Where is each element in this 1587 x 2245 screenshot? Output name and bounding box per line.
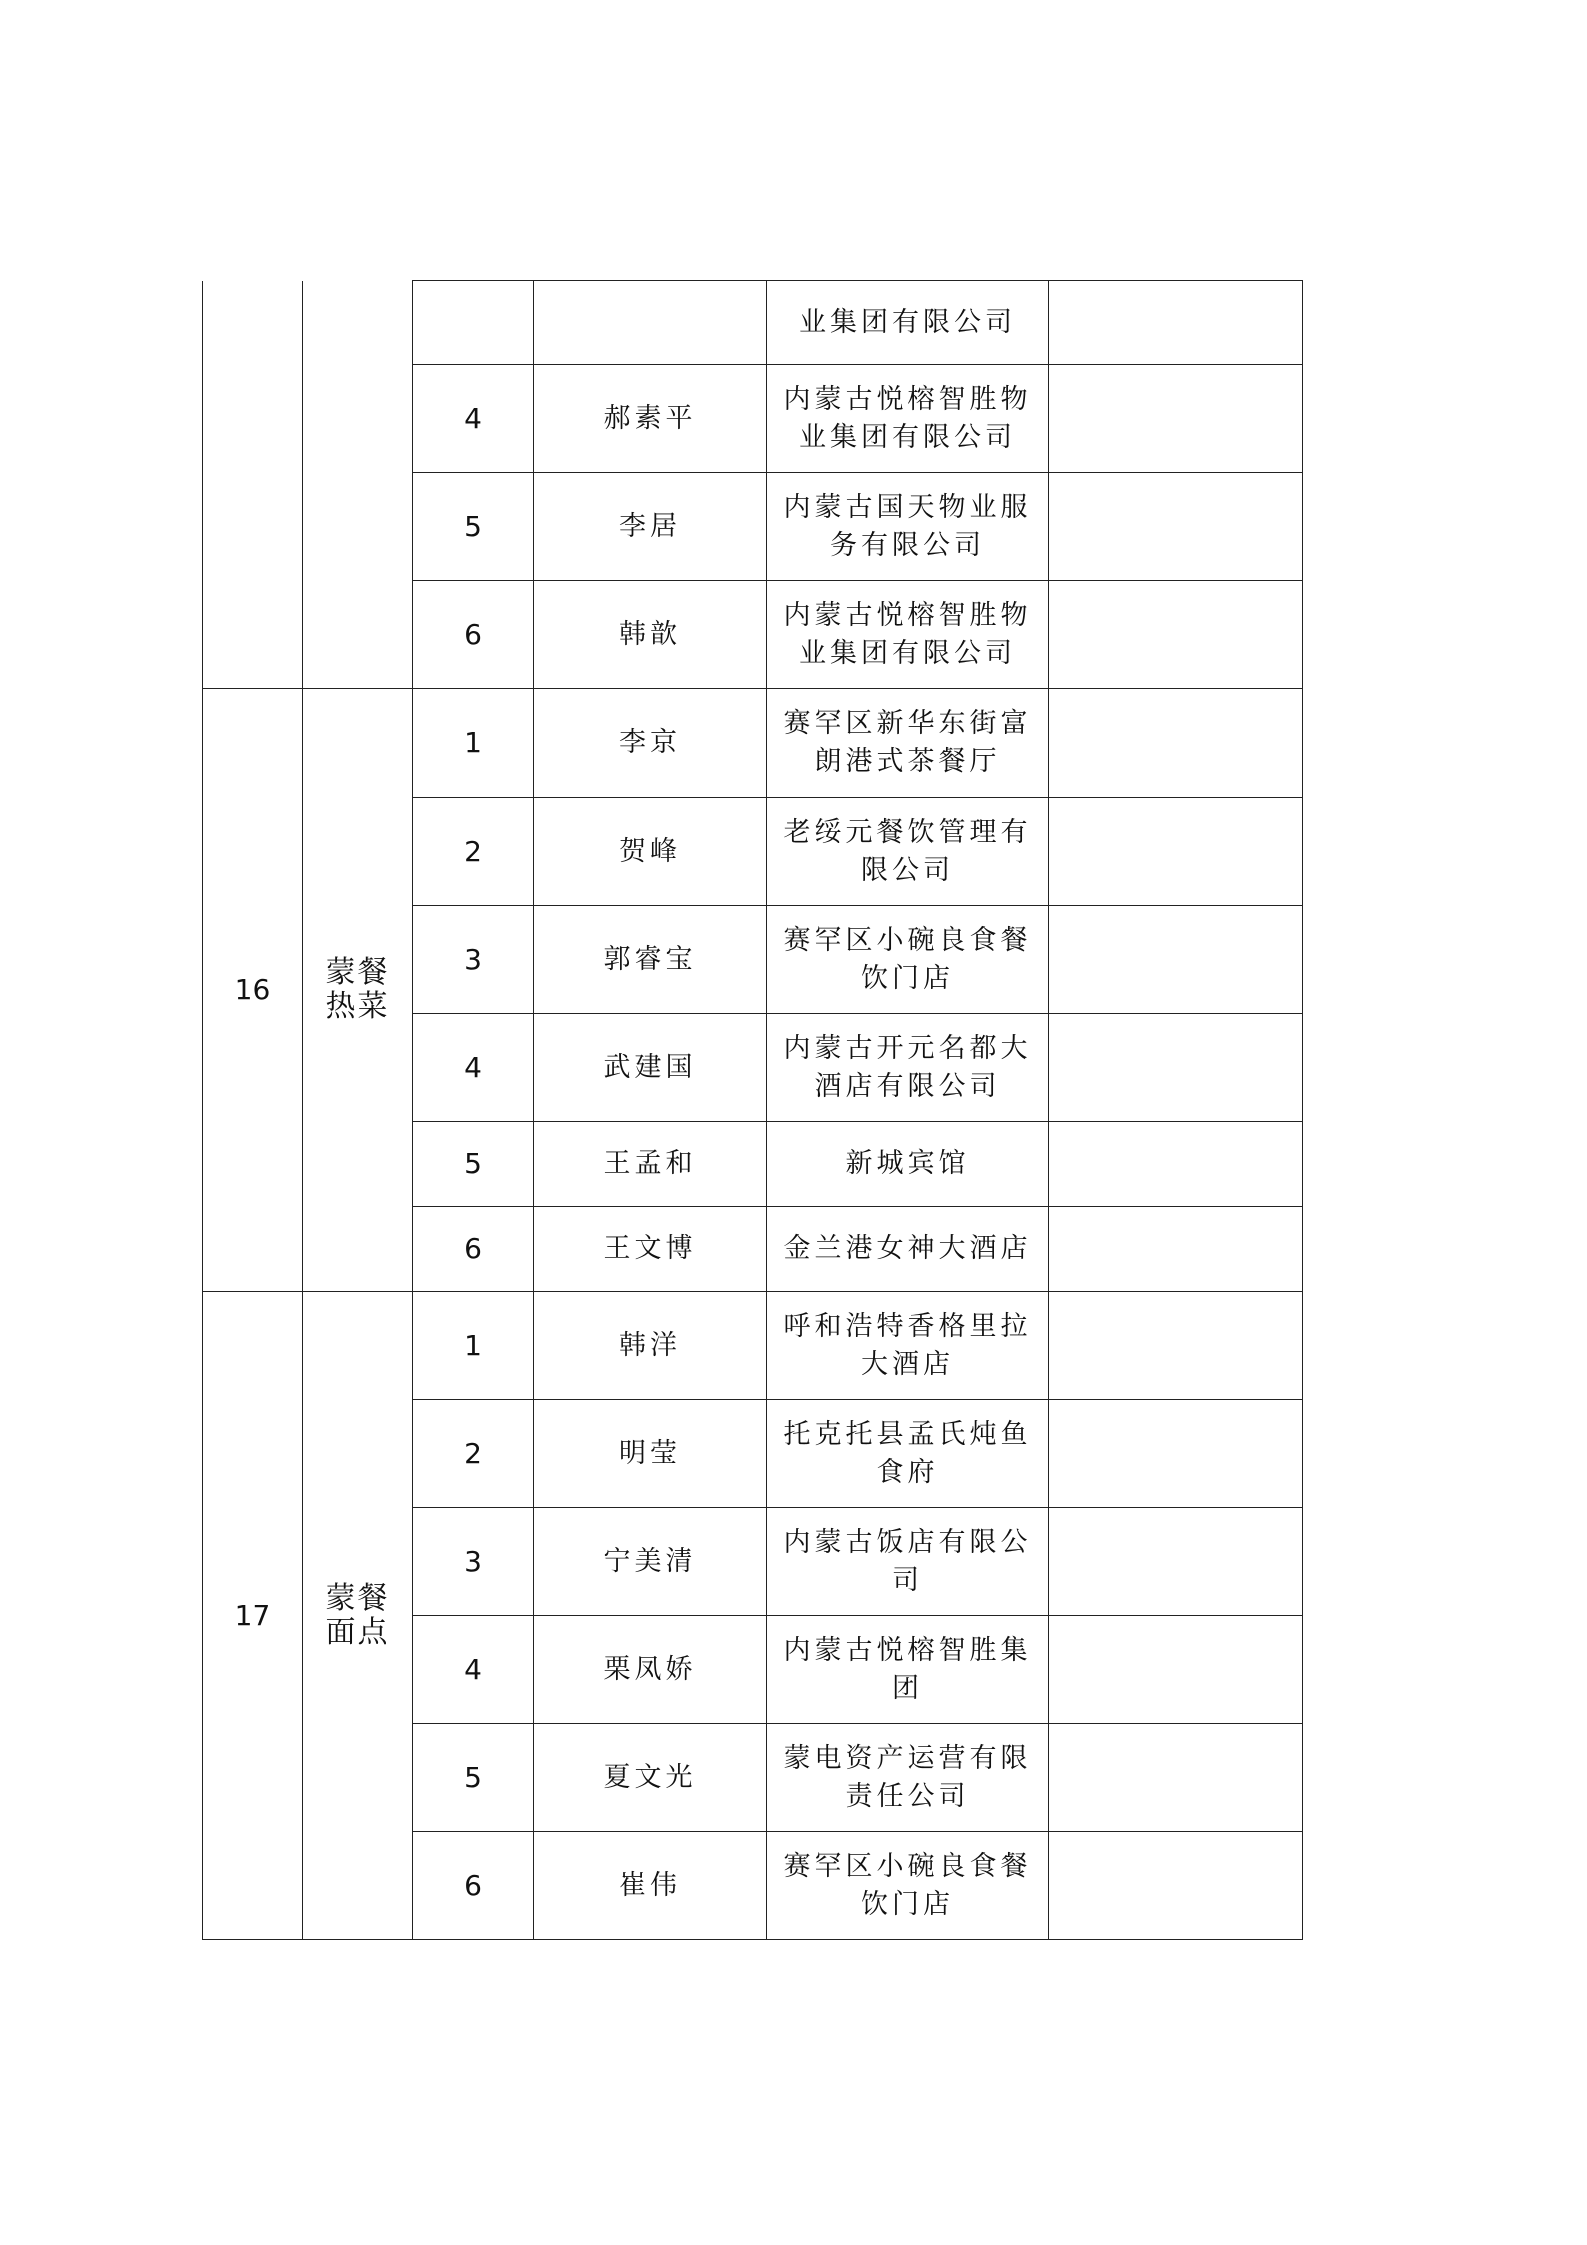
seq-cell: 6 bbox=[413, 581, 534, 689]
category-line: 面点 bbox=[325, 1614, 390, 1650]
note-cell bbox=[1049, 1207, 1303, 1292]
name-cell: 王孟和 bbox=[534, 1122, 767, 1207]
note-cell bbox=[1049, 906, 1303, 1014]
seq-cell: 4 bbox=[413, 365, 534, 473]
name-cell: 贺峰 bbox=[534, 798, 767, 906]
note-cell bbox=[1049, 473, 1303, 581]
company-line: 内蒙古悦榕智胜集 bbox=[783, 1634, 1032, 1666]
group-number-cell: 16 bbox=[203, 689, 303, 1292]
note-cell bbox=[1049, 1616, 1303, 1724]
note-cell bbox=[1049, 1014, 1303, 1122]
seq-cell: 3 bbox=[413, 1508, 534, 1616]
company-cell bbox=[767, 1207, 1049, 1292]
company-line: 朗港式茶餐厅 bbox=[814, 746, 1001, 777]
company-cell bbox=[767, 689, 1049, 798]
company-line: 内蒙古开元名都大 bbox=[783, 1032, 1032, 1064]
note-cell bbox=[1049, 1724, 1303, 1832]
note-cell bbox=[1049, 581, 1303, 689]
company-line: 责任公司 bbox=[845, 1780, 970, 1812]
category-cell bbox=[303, 1292, 413, 1940]
table-row bbox=[203, 281, 1303, 365]
seq-cell: 4 bbox=[413, 1616, 534, 1724]
group-number-cell bbox=[203, 281, 303, 689]
name-cell: 郝素平 bbox=[534, 365, 767, 473]
group-number-cell: 17 bbox=[203, 1292, 303, 1940]
company-cell bbox=[767, 1508, 1049, 1616]
note-cell bbox=[1049, 1508, 1303, 1616]
table-row bbox=[203, 1292, 1303, 1400]
company-line: 务有限公司 bbox=[830, 529, 985, 561]
company-line: 金兰港女神大酒店 bbox=[783, 1233, 1032, 1264]
note-cell bbox=[1049, 798, 1303, 906]
seq-cell: 5 bbox=[413, 1724, 534, 1832]
name-cell: 栗凤娇 bbox=[534, 1616, 767, 1724]
seq-cell: 1 bbox=[413, 1292, 534, 1400]
company-line: 限公司 bbox=[861, 854, 954, 886]
seq-cell bbox=[413, 281, 534, 365]
note-cell bbox=[1049, 1400, 1303, 1508]
company-line: 业集团有限公司 bbox=[799, 306, 1016, 338]
name-cell: 夏文光 bbox=[534, 1724, 767, 1832]
seq-cell: 3 bbox=[413, 906, 534, 1014]
note-cell bbox=[1049, 1832, 1303, 1940]
table-body bbox=[203, 281, 1303, 1940]
name-cell: 韩歆 bbox=[534, 581, 767, 689]
seq-cell: 2 bbox=[413, 1400, 534, 1508]
company-cell bbox=[767, 1122, 1049, 1207]
company-line: 老绥元餐饮管理有 bbox=[783, 816, 1032, 848]
company-line: 业集团有限公司 bbox=[799, 637, 1016, 669]
seq-cell: 5 bbox=[413, 473, 534, 581]
name-cell: 韩洋 bbox=[534, 1292, 767, 1400]
company-line: 内蒙古悦榕智胜物 bbox=[783, 383, 1032, 415]
company-line: 饮门店 bbox=[861, 1888, 954, 1920]
company-cell bbox=[767, 281, 1049, 365]
company-line: 新城宾馆 bbox=[845, 1148, 970, 1179]
name-cell: 李京 bbox=[534, 689, 767, 798]
name-cell: 王文博 bbox=[534, 1207, 767, 1292]
seq-cell: 1 bbox=[413, 689, 534, 798]
note-cell bbox=[1049, 1292, 1303, 1400]
company-line: 饮门店 bbox=[861, 962, 954, 994]
company-line: 酒店有限公司 bbox=[814, 1070, 1001, 1102]
name-cell: 崔伟 bbox=[534, 1832, 767, 1940]
category-line: 热菜 bbox=[325, 989, 390, 1024]
category-cell bbox=[303, 281, 413, 689]
table-row bbox=[203, 689, 1303, 798]
seq-cell: 5 bbox=[413, 1122, 534, 1207]
seq-cell: 2 bbox=[413, 798, 534, 906]
note-cell bbox=[1049, 689, 1303, 798]
company-line: 业集团有限公司 bbox=[799, 421, 1016, 453]
company-cell bbox=[767, 1014, 1049, 1122]
company-line: 司 bbox=[892, 1564, 923, 1596]
note-cell bbox=[1049, 281, 1303, 365]
name-cell bbox=[534, 281, 767, 365]
company-cell bbox=[767, 1400, 1049, 1508]
company-line: 内蒙古饭店有限公 bbox=[783, 1526, 1032, 1558]
name-cell: 明莹 bbox=[534, 1400, 767, 1508]
award-table bbox=[202, 280, 1303, 1940]
name-cell: 武建国 bbox=[534, 1014, 767, 1122]
company-cell bbox=[767, 581, 1049, 689]
company-cell bbox=[767, 365, 1049, 473]
category-cell bbox=[303, 689, 413, 1292]
seq-cell: 6 bbox=[413, 1832, 534, 1940]
name-cell: 宁美清 bbox=[534, 1508, 767, 1616]
company-cell bbox=[767, 473, 1049, 581]
company-line: 赛罕区新华东街富 bbox=[783, 708, 1032, 739]
company-cell bbox=[767, 1832, 1049, 1940]
note-cell bbox=[1049, 1122, 1303, 1207]
company-line: 蒙电资产运营有限 bbox=[783, 1742, 1032, 1774]
company-line: 内蒙古悦榕智胜物 bbox=[783, 599, 1032, 631]
category-line: 蒙餐 bbox=[325, 955, 390, 990]
company-line: 赛罕区小碗良食餐 bbox=[783, 1850, 1032, 1882]
company-cell bbox=[767, 906, 1049, 1014]
company-line: 内蒙古国天物业服 bbox=[783, 491, 1032, 523]
name-cell: 郭睿宝 bbox=[534, 906, 767, 1014]
company-line: 呼和浩特香格里拉 bbox=[783, 1310, 1032, 1342]
company-cell bbox=[767, 1724, 1049, 1832]
company-line: 赛罕区小碗良食餐 bbox=[783, 924, 1032, 956]
seq-cell: 6 bbox=[413, 1207, 534, 1292]
company-line: 食府 bbox=[876, 1456, 939, 1488]
company-cell bbox=[767, 1616, 1049, 1724]
company-line: 大酒店 bbox=[861, 1348, 954, 1380]
company-cell bbox=[767, 1292, 1049, 1400]
company-line: 团 bbox=[892, 1672, 923, 1704]
company-cell bbox=[767, 798, 1049, 906]
name-cell: 李居 bbox=[534, 473, 767, 581]
company-line: 托克托县孟氏炖鱼 bbox=[783, 1418, 1032, 1450]
category-line: 蒙餐 bbox=[325, 1580, 390, 1616]
note-cell bbox=[1049, 365, 1303, 473]
seq-cell: 4 bbox=[413, 1014, 534, 1122]
